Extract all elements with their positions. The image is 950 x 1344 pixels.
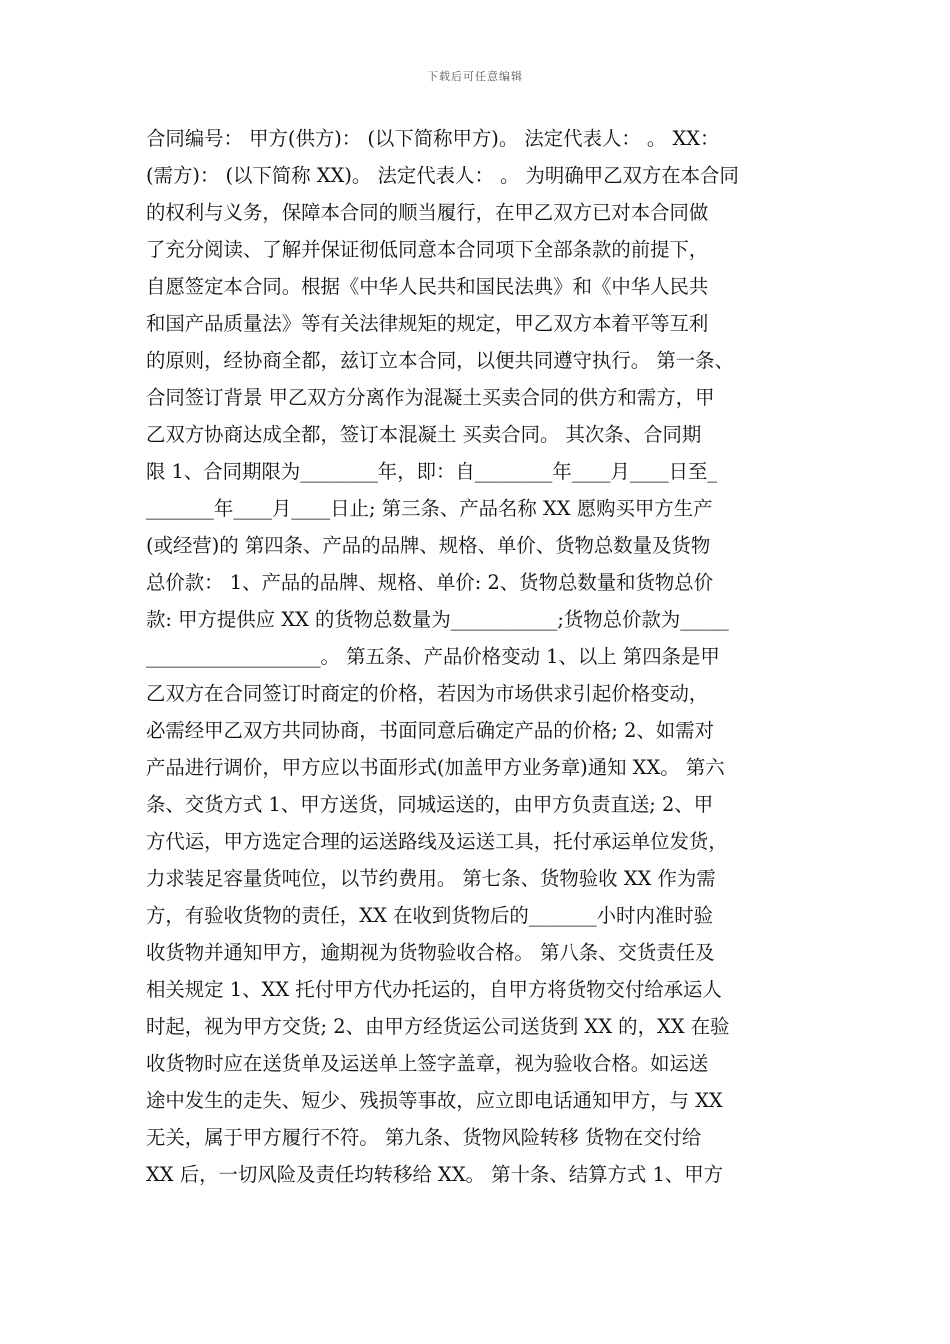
document-line: XX 后，一切风险及责任均转移给 XX。 第十条、结算方式 1、甲方 [146,1163,723,1186]
document-line: 乙双方在合同签订时商定的价格，若因为市场供求引起价格变动， [146,682,709,705]
document-line: 相关规定 1、XX 托付甲方代办托运的，自甲方将货物交付给承运人 [146,978,722,1001]
document-line: 合同编号： 甲方(供方)： (以下简称甲方)。 法定代表人： 。 XX： [146,127,720,150]
document-line: 总价款： 1、产品的品牌、规格、单价: 2、货物总数量和货物总价 [146,571,714,594]
document-line: 收货物时应在送货单及运送单上签字盖章，视为验收合格。如运送 [146,1052,709,1075]
document-line: 力求装足容量货吨位，以节约费用。 第七条、货物验收 XX 作为需 [146,867,716,890]
document-line: 款: 甲方提供应 XX 的货物总数量为___________;货物总价款为_____ [146,608,729,631]
document-line: 合同签订背景 甲乙双方分离作为混凝土买卖合同的供方和需方，甲 [146,386,715,409]
document-line: 条、交货方式 1、甲方送货，同城运送的，由甲方负责直送; 2、甲 [146,793,714,816]
document-line: 方，有验收货物的责任，XX 在收到货物后的_______小时内准时验 [146,904,714,927]
document-line: (需方)： (以下简称 XX)。 法定代表人： 。 为明确甲乙双方在本合同 [146,164,739,187]
document-line: 途中发生的走失、短少、残损等事故，应立即电话通知甲方，与 XX [146,1089,723,1112]
document-line: 必需经甲乙双方共同协商，书面同意后确定产品的价格; 2、如需对 [146,719,714,742]
document-line: 产品进行调价，甲方应以书面形式(加盖甲方业务章)通知 XX。 第六 [146,756,725,779]
document-line: 收货物并通知甲方，逾期视为货物验收合格。 第八条、交货责任及 [146,941,715,964]
page-header-note: 下载后可任意编辑 [427,70,523,83]
document-line: _______年____月____日止; 第三条、产品名称 XX 愿购买甲方生产 [146,497,713,520]
document-line: 无关，属于甲方履行不符。 第九条、货物风险转移 货物在交付给 [146,1126,702,1149]
document-line: 了充分阅读、了解并保证彻低同意本合同项下全部条款的前提下， [146,238,709,261]
document-line: (或经营)的 第四条、产品的品牌、规格、单价、货物总数量及货物 [146,534,711,557]
document-line: 限 1、合同期限为________年，即：自________年____月____日至_ [146,460,718,483]
document-line: 和国产品质量法》等有关法律规矩的规定，甲乙双方本着平等互利 [146,312,709,335]
document-line: 的权利与义务，保障本合同的顺当履行，在甲乙双方已对本合同做 [146,201,709,224]
document-body [146,120,806,1193]
document-line: 自愿签定本合同。根据《中华人民共和国民法典》和《中华人民共 [146,275,709,298]
document-line: 方代运，甲方选定合理的运送路线及运送工具，托付承运单位发货， [146,830,728,853]
document-line: __________________。 第五条、产品价格变动 1、以上 第四条是甲 [146,645,720,668]
document-line: 的原则，经协商全都，兹订立本合同，以便共同遵守执行。 第一条、 [146,349,734,372]
document-line: 乙双方协商达成全都，签订本混凝土 买卖合同。 其次条、合同期 [146,423,702,446]
document-line: 时起，视为甲方交货; 2、由甲方经货运公司送货到 XX 的，XX 在验 [146,1015,730,1038]
